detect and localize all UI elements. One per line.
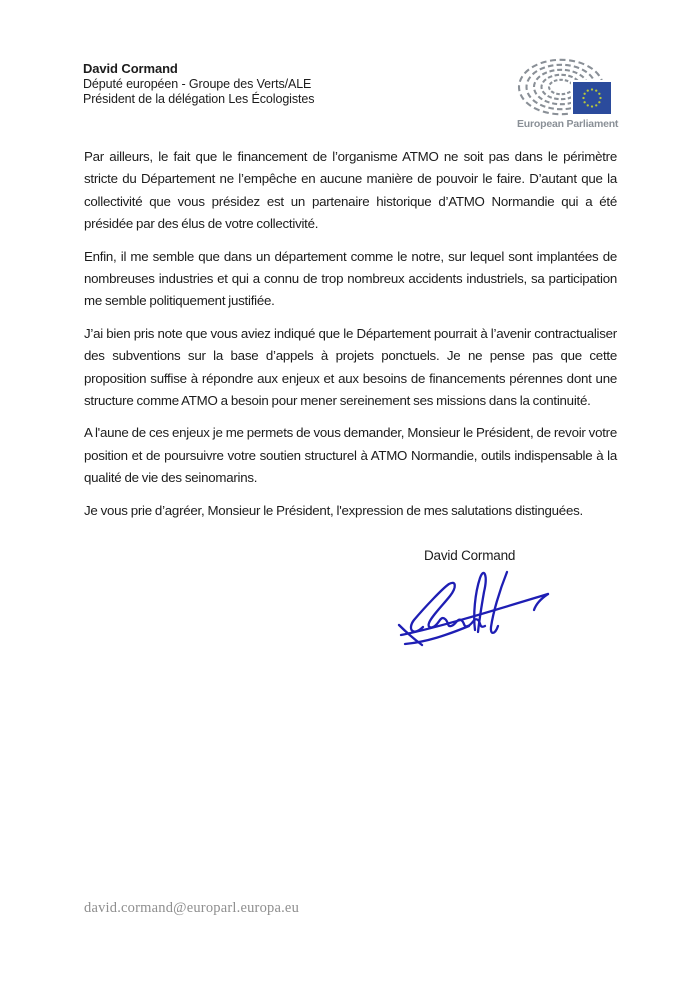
paragraph-closing: Je vous prie d’agréer, Monsieur le Président, l'expression de mes salutations distinguées. xyxy=(84,502,583,518)
sender-role-1: Député européen - Groupe des Verts/ALE xyxy=(83,76,312,91)
signature-ink xyxy=(395,565,560,655)
handwritten-signature-icon xyxy=(395,565,560,650)
hemicycle-icon xyxy=(517,56,618,116)
paragraph-4: A l'aune de ces enjeux je me permets de vous demander, Monsieur le Président, de revoir votre position et de poursuivre votre soutien structurel à ATMO Normandie, outils indispensable à la qualité de vie des seinomarins. xyxy=(84,425,617,486)
eu-flag-icon xyxy=(571,80,613,116)
sender-role-2: Président de la délégation Les Écologistes xyxy=(83,92,315,107)
european-parliament-logo xyxy=(517,56,618,130)
signature-printed-name: David Cormand xyxy=(424,548,516,563)
paragraph-1: Par ailleurs, le fait que le financement de l’organisme ATMO ne soit pas dans le périmètre stricte du Département ne l’empêche en aucune manière de pouvoir le faire. D’autant que la collectivité que vous présidez est un partenaire historique d’ATMO Normandie qui a été présidée par des élus de votre collectivité. xyxy=(84,149,617,232)
sender-name: David Cormand xyxy=(83,61,178,76)
letter-body xyxy=(84,146,617,532)
footer-email: david.cormand@europarl.europa.eu xyxy=(84,900,300,916)
logo-caption: European Parliament xyxy=(517,118,619,130)
sender-block xyxy=(83,61,314,108)
paragraph-3: J’ai bien pris note que vous aviez indiqué que le Département pourrait à l’avenir contractualiser des subventions sur la base d’appels à projets ponctuels. Je ne pense pas que cette proposition suffise à répondre aux enjeux et aux besoins de financements pérennes dont une structure comme ATMO a besoin pour mener sereinement ses missions dans la continuité. xyxy=(84,325,617,409)
paragraph-2: Enfin, il me semble que dans un département comme le notre, sur lequel sont implantées de nombreuses industries et qui a connu de trop nombreux accidents industriels, sa participation me semble politiquement justifiée. xyxy=(84,248,617,309)
